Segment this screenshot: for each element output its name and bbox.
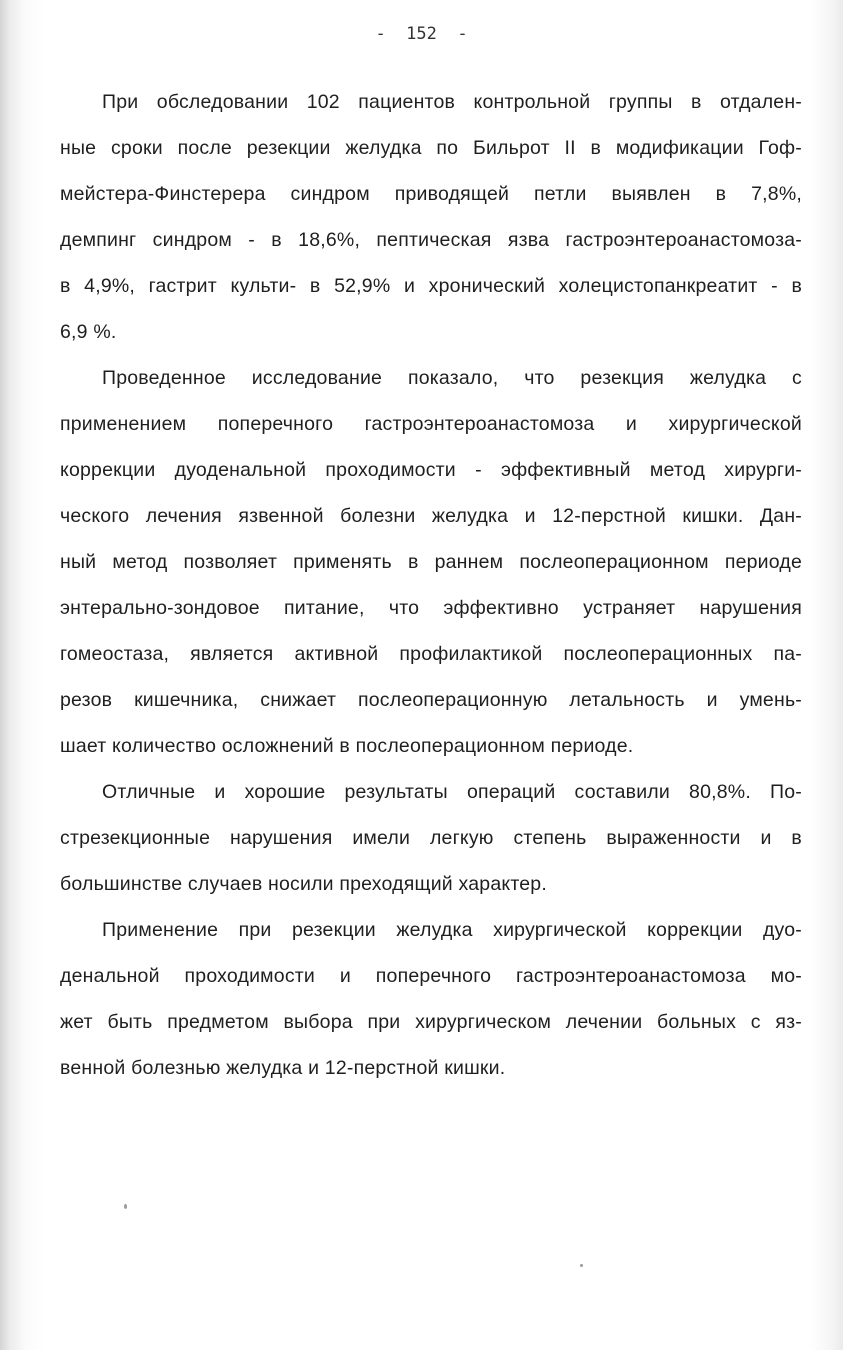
text-line: резов кишечника, снижает послеоперационную летальность и умень-: [60, 689, 802, 711]
body-text: [60, 79, 802, 1091]
text-line: мейстера-Финстерера синдром приводящей петли выявлен в 7,8%,: [60, 183, 802, 205]
text-line: стрезекционные нарушения имели легкую степень выраженности и в: [60, 827, 802, 849]
text-line: Отличные и хорошие результаты операций составили 80,8%. По-: [102, 781, 802, 803]
text-line: демпинг синдром - в 18,6%, пептическая язва гастроэнтероанастомоза-: [60, 229, 802, 251]
scan-speck: [124, 1204, 127, 1209]
text-line: применением поперечного гастроэнтероанастомоза и хирургической: [60, 413, 802, 435]
text-line: шает количество осложнений в послеоперационном периоде.: [60, 735, 634, 757]
text-line: коррекции дуоденальной проходимости - эффективный метод хирурги-: [60, 459, 802, 481]
text-line: гомеостаза, является активной профилактикой послеоперационных па-: [60, 643, 802, 665]
text-line: жет быть предметом выбора при хирургическом лечении больных с яз-: [60, 1011, 802, 1033]
text-line: ный метод позволяет применять в раннем послеоперационном периоде: [60, 551, 802, 573]
paragraph-control-group-results: [60, 79, 802, 355]
text-line: ческого лечения язвенной болезни желудка и 12-перстной кишки. Дан-: [60, 505, 802, 527]
scan-speck: [580, 1264, 583, 1267]
paragraph-operation-results: [60, 769, 802, 907]
text-line: в 4,9%, гастрит культи- в 52,9% и хронический холецистопанкреатит - в: [60, 275, 802, 297]
text-line: ные сроки после резекции желудка по Бильрот II в модификации Гоф-: [60, 137, 802, 159]
text-line: При обследовании 102 пациентов контрольной группы в отдален-: [102, 91, 802, 113]
text-line: энтерально-зондовое питание, что эффективно устраняет нарушения: [60, 597, 802, 619]
paragraph-study-conclusion: [60, 355, 802, 769]
text-line: денальной проходимости и поперечного гастроэнтероанастомоза мо-: [60, 965, 802, 987]
text-line: Применение при резекции желудка хирургической коррекции дуо-: [102, 919, 802, 941]
text-line: Проведенное исследование показало, что резекция желудка с: [102, 367, 802, 389]
text-line: большинстве случаев носили преходящий характер.: [60, 873, 547, 895]
page-number: - 152 -: [375, 24, 468, 44]
paragraph-recommendation: [60, 907, 802, 1091]
text-line: 6,9 %.: [60, 321, 117, 343]
text-line: венной болезнью желудка и 12-перстной кишки.: [60, 1057, 506, 1079]
